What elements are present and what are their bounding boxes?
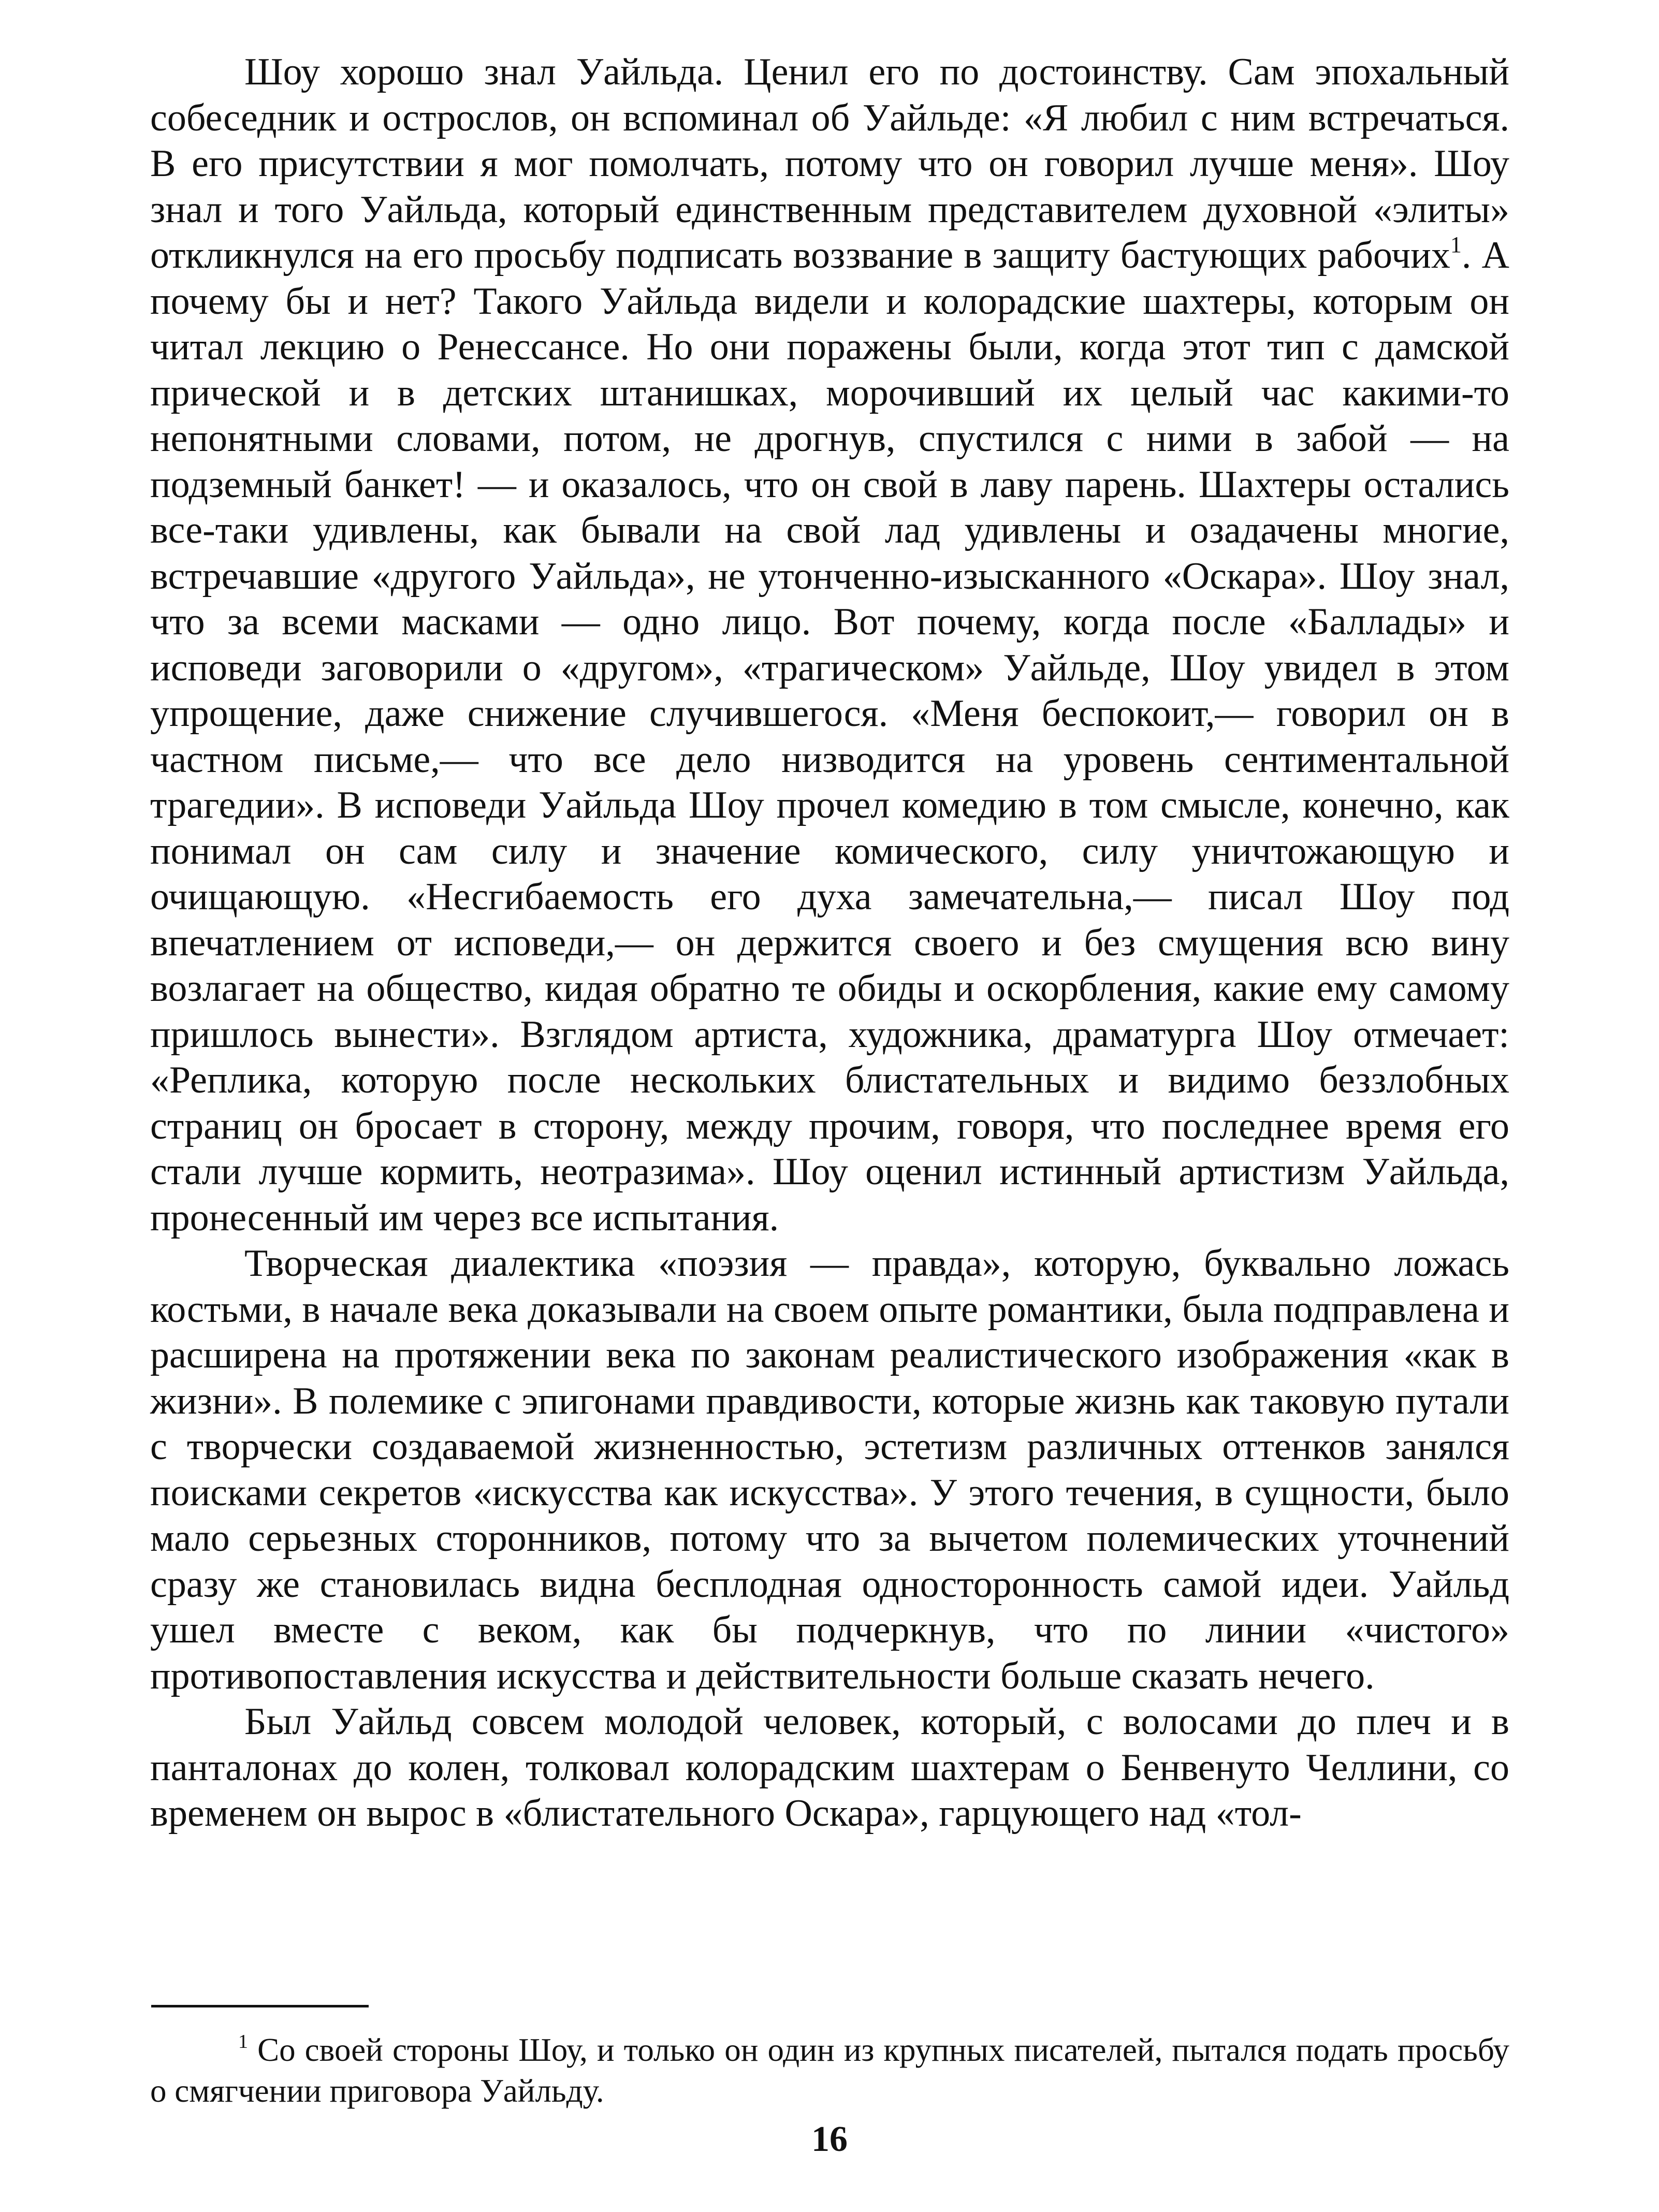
paragraph-3: Был Уайльд совсем молодой человек, который, с волосами до плеч и в панталонах до колен, толковал колорадским шахтерам о Бенвенуто Челлини, со временем он вырос в «блистательного Оскара», гарцующего над «тол-	[150, 1700, 1509, 1835]
paragraph-1-part-2: . А почему бы и нет? Такого Уайльда видели и колорадские шахтеры, которым он читал лекцию о Ренессансе. Но они поражены были, когда этот тип с дамской прической и в детских штанишках, морочивший их целый час какими-то непонятными словами, потом, не дрогнув, спустился с ними в забой — на подземный банкет! — и оказалось, что он свой в лаву парень. Шахтеры остались все-таки удивлены, как бывали на свой лад удивлены и озадачены многие, встречавшие «другого Уайльда», не утонченно-изысканного «Оскара». Шоу знал, что за всеми масками — одно лицо. Вот почему, когда после «Баллады» и исповеди заговорили о «другом», «трагическом» Уайльде, Шоу увидел в этом упрощение, даже снижение случившегося. «Меня беспокоит,— говорил он в частном письме,— что все дело низводится на уровень сентиментальной трагедии». В исповеди Уайльда Шоу прочел комедию в том смысле, конечно, как понимал он сам силу и значение комического, силу уничтожающую и очищающую. «Несгибаемость его духа замечательна,— писал Шоу под впечатлением от исповеди,— он держится своего и без смущения всю вину возлагает на общество, кидая обратно те обиды и оскорбления, какие ему самому пришлось вынести». Взглядом артиста, художника, драматурга Шоу отмечает: «Реплика, которую после нескольких блистательных и видимо беззлобных страниц он бросает в сторону, между прочим, говоря, что последнее время его стали лучше кормить, неотразима». Шоу оценил истинный артистизм Уайльда, пронесенный им через все испытания.	[150, 234, 1509, 1239]
footnote-text: Со своей стороны Шоу, и только он один из крупных писателей, пытался подать просьбу о смягчении приговора Уайльду.	[150, 2032, 1509, 2109]
footnote	[150, 2030, 1509, 2112]
footnote-reference: 1	[1450, 232, 1462, 257]
main-text	[150, 49, 1509, 1837]
footnote-divider	[151, 2005, 369, 2007]
footnote-mark: 1	[238, 2031, 248, 2053]
paragraph-1	[150, 49, 1509, 1241]
paragraph-2: Творческая диалектика «поэзия — правда», которую, буквально ложась костьми, в начале века доказывали на своем опыте романтики, была подправлена и расширена на протяжении века по законам реалистического изображения «как в жизни». В полемике с эпигонами правдивости, которые жизнь как таковую путали с творчески создаваемой жизненностью, эстетизм различных оттенков занялся поисками секретов «искусства как искусства». У этого течения, в сущности, было мало серьезных сторонников, потому что за вычетом полемических уточнений сразу же становилась видна бесплодная односторонность самой идеи. Уайльд ушел вместе с веком, как бы подчеркнув, что по линии «чистого» противопоставления искусства и действительности больше сказать нечего.	[150, 1242, 1509, 1697]
paragraph-1-part-1: Шоу хорошо знал Уайльда. Ценил его по достоинству. Сам эпохальный собеседник и остроcлов, он вспоминал об Уайльде: «Я любил с ним встречаться. В его присутствии я мог помолчать, потому что он говорил лучше меня». Шоу знал и того Уайльда, который единственным представителем духовной «элиты» откликнулся на его просьбу подписать воззвание в защиту бастующих рабочих	[150, 51, 1509, 276]
page-body	[150, 49, 1509, 1837]
page-number: 16	[811, 2119, 848, 2159]
